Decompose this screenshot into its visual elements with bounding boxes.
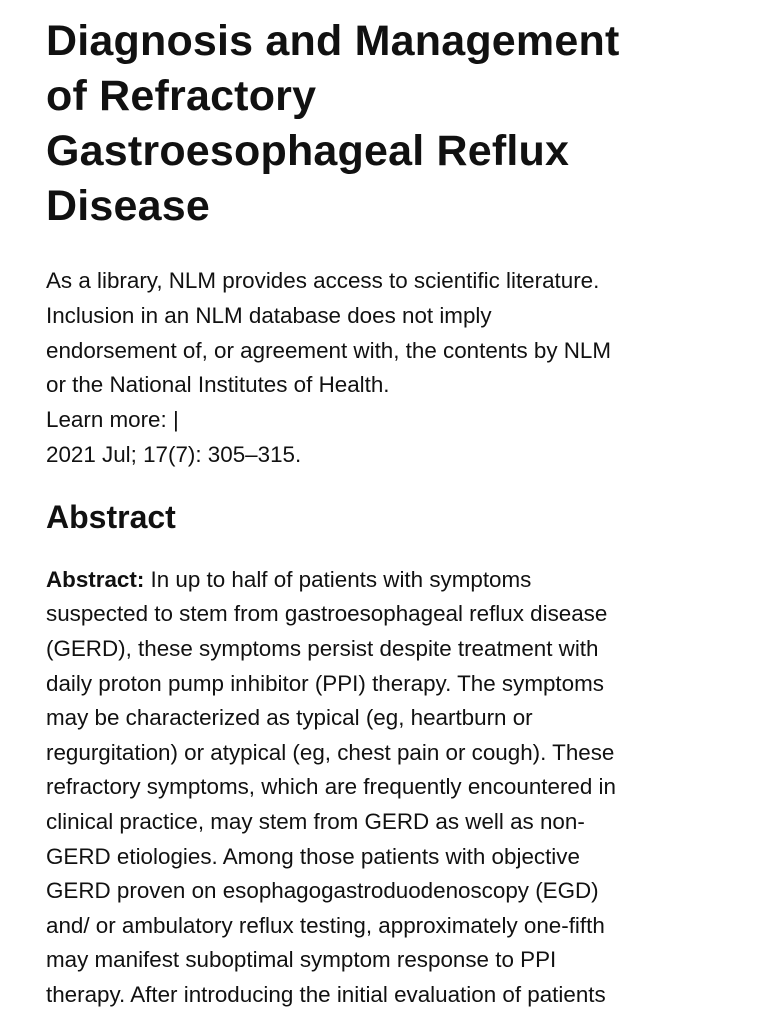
article-title-line: Diagnosis and Management [46,17,620,65]
disclaimer-line: endorsement of, or agreement with, the contents by NLM [46,337,612,363]
abstract-line: GERD etiologies. Among those patients with objective [46,843,580,869]
disclaimer-line: Inclusion in an NLM database does not imply [46,302,492,328]
abstract-line: suspected to stem from gastroesophageal reflux disease [46,601,608,627]
abstract-line: may manifest suboptimal symptom response to PPI [46,947,557,973]
abstract-line [46,563,736,598]
article-title-line: Disease [46,182,210,230]
abstract-line: regurgitation) or atypical (eg, chest pain or cough). These [46,739,615,765]
abstract-text [46,563,736,1013]
abstract-line: and/ or ambulatory reflux testing, approximately one-fifth [46,912,605,938]
abstract-line: daily proton pump inhibitor (PPI) therapy. The symptoms [46,670,604,696]
disclaimer-line: As a library, NLM provides access to scientific literature. [46,268,600,293]
abstract-line: may be characterized as typical (eg, heartburn or [46,705,533,731]
abstract-line: clinical practice, may stem from GERD as well as non- [46,808,585,834]
abstract-heading: Abstract [46,498,176,535]
article-title [46,0,736,234]
disclaimer-line: or the National Institutes of Health. [46,372,390,398]
nlm-disclaimer [46,264,736,473]
citation-line: 2021 Jul; 17(7): 305–315. [46,441,302,467]
abstract-line-text: In up to half of patients with symptoms [144,566,532,592]
article-title-line: of Refractory [46,72,317,120]
learn-more-link[interactable]: Learn more: | [46,407,179,433]
article-page [46,0,736,1013]
abstract-line: therapy. After introducing the initial evaluation of patients [46,981,606,1007]
abstract-line: (GERD), these symptoms persist despite treatment with [46,635,599,661]
abstract-line: GERD proven on esophagogastroduodenoscopy (EGD) [46,878,599,904]
article-title-line: Gastroesophageal Reflux [46,127,570,175]
abstract-line: refractory symptoms, which are frequently encountered in [46,774,616,800]
abstract-label: Abstract: [46,566,145,592]
